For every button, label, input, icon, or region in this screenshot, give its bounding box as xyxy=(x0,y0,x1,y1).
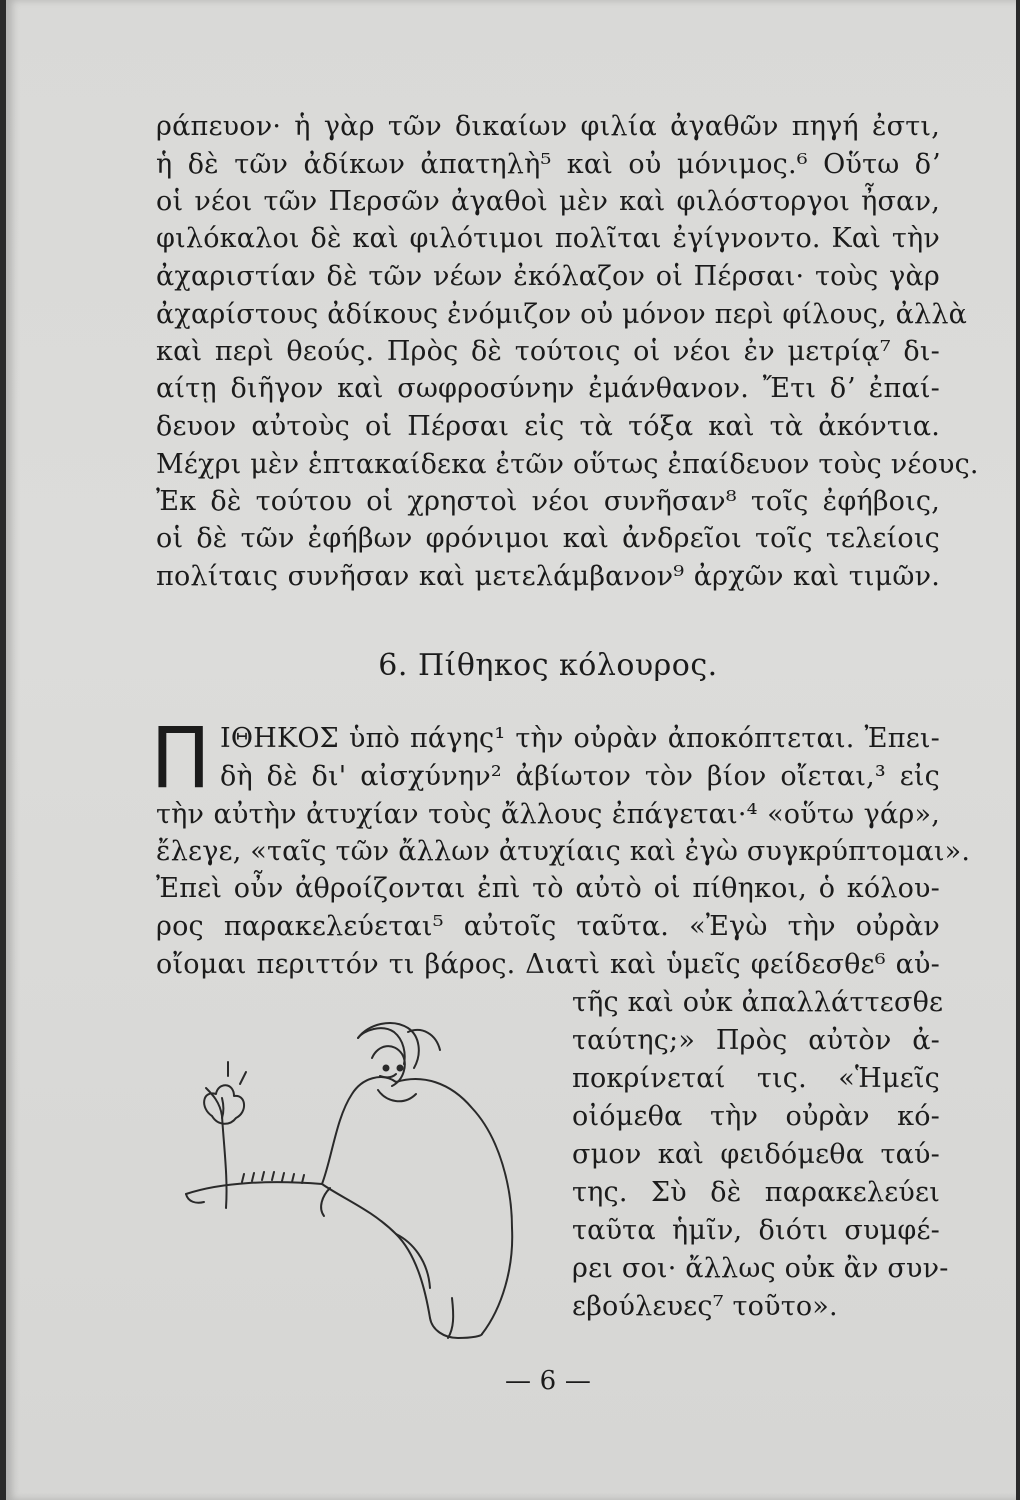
drop-cap: Π xyxy=(150,709,211,807)
text-line: εβούλευες⁷ τοῦτο». xyxy=(572,1291,838,1322)
text-line: καὶ περὶ θεούς. Πρὸς δὲ τούτοις οἱ νέοι ἐν μετρίᾳ⁷ δι- xyxy=(156,336,940,367)
text-line: ράπευον· ἡ γὰρ τῶν δικαίων φιλία ἀγαθῶν πηγή ἐστι, xyxy=(156,111,940,142)
text-line: ποκρίνεταί τις. «Ἡμεῖς xyxy=(572,1063,940,1094)
text-line: ΙΘΗΚΟΣ ὑπὸ πάγης¹ τὴν οὐρὰν ἀποκόπτεται. Ἐπει- xyxy=(220,723,940,754)
text-line: οἰόμεθα τὴν οὐρὰν κό- xyxy=(572,1101,940,1132)
text-line: φιλόκαλοι δὲ καὶ φιλότιμοι πολῖται ἐγίγνοντο. Καὶ τὴν xyxy=(156,223,940,254)
text-line: ἀχαρίστους ἀδίκους ἐνόμιζον οὐ μόνον περὶ φίλους, ἀλλὰ xyxy=(156,299,968,330)
book-page xyxy=(6,0,1016,1500)
text-line: Μέχρι μὲν ἑπτακαίδεκα ἐτῶν οὕτως ἐπαίδευον τοὺς νέους. xyxy=(156,449,979,480)
text-line: αίτῃ διῆγον καὶ σωφροσύνην ἐμάνθανον. Ἔτι δʼ ἐπαί- xyxy=(156,373,940,404)
section-title: 6. Πίθηκος κόλουρος. xyxy=(378,648,718,683)
text-line: πολίταις συνῆσαν καὶ μετελάμβανον⁹ ἀρχῶν καὶ τιμῶν. xyxy=(156,561,940,592)
text-line: ἀχαριστίαν δὲ τῶν νέων ἐκόλαζον οἱ Πέρσαι· τοὺς γὰρ xyxy=(156,261,940,292)
text-line: οἴομαι περιττόν τι βάρος. Διατὶ καὶ ὑμεῖς φείδεσθε⁶ αὐ- xyxy=(156,949,940,980)
monkey-illustration xyxy=(182,998,562,1358)
text-line: σμον καὶ φειδόμεθα ταύ- xyxy=(572,1139,940,1170)
text-line: ἔλεγε, «ταῖς τῶν ἄλλων ἀτυχίαις καὶ ἐγὼ συγκρύπτομαι». xyxy=(156,836,971,867)
text-line: τὴν αὐτὴν ἀτυχίαν τοὺς ἄλλους ἐπάγεται·⁴ «οὕτω γάρ», xyxy=(156,799,940,830)
text-line: Ἐπεὶ οὖν ἀθροίζονται ἐπὶ τὸ αὐτὸ οἱ πίθηκοι, ὁ κόλου- xyxy=(156,873,940,904)
page-number: — 6 — xyxy=(504,1366,592,1396)
text-line: ρει σοι· ἄλλως οὐκ ἂν συν- xyxy=(572,1253,949,1284)
text-line: της. Σὺ δὲ παρακελεύει xyxy=(572,1177,940,1208)
text-line: οἱ νέοι τῶν Περσῶν ἀγαθοὶ μὲν καὶ φιλόστοργοι ἦσαν, xyxy=(156,186,940,217)
text-line: οἱ δὲ τῶν ἐφήβων φρόνιμοι καὶ ἀνδρεῖοι τοῖς τελείοις xyxy=(156,523,940,554)
text-line: ταύτης;» Πρὸς αὐτὸν ἀ- xyxy=(572,1025,940,1056)
text-line: ρος παρακελεύεται⁵ αὐτοῖς ταῦτα. «Ἐγὼ τὴν οὐρὰν xyxy=(156,911,940,942)
text-line: δὴ δὲ δι' αἰσχύνην² ἀβίωτον τὸν βίον οἴεται,³ εἰς xyxy=(220,761,940,792)
text-line: ἡ δὲ τῶν ἀδίκων ἀπατηλὴ⁵ καὶ οὐ μόνιμος.⁶ Οὕτω δʼ xyxy=(156,149,940,180)
text-line: Ἐκ δὲ τούτου οἱ χρηστοὶ νέοι συνῆσαν⁸ τοῖς ἐφήβοις, xyxy=(156,486,940,517)
text-line: τῆς καὶ οὐκ ἀπαλλάττεσθε xyxy=(572,987,944,1018)
text-line: δευον αὐτοὺς οἱ Πέρσαι εἰς τὰ τόξα καὶ τὰ ἀκόντια. xyxy=(156,411,940,442)
text-line: ταῦτα ἡμῖν, διότι συμφέ- xyxy=(572,1215,940,1246)
